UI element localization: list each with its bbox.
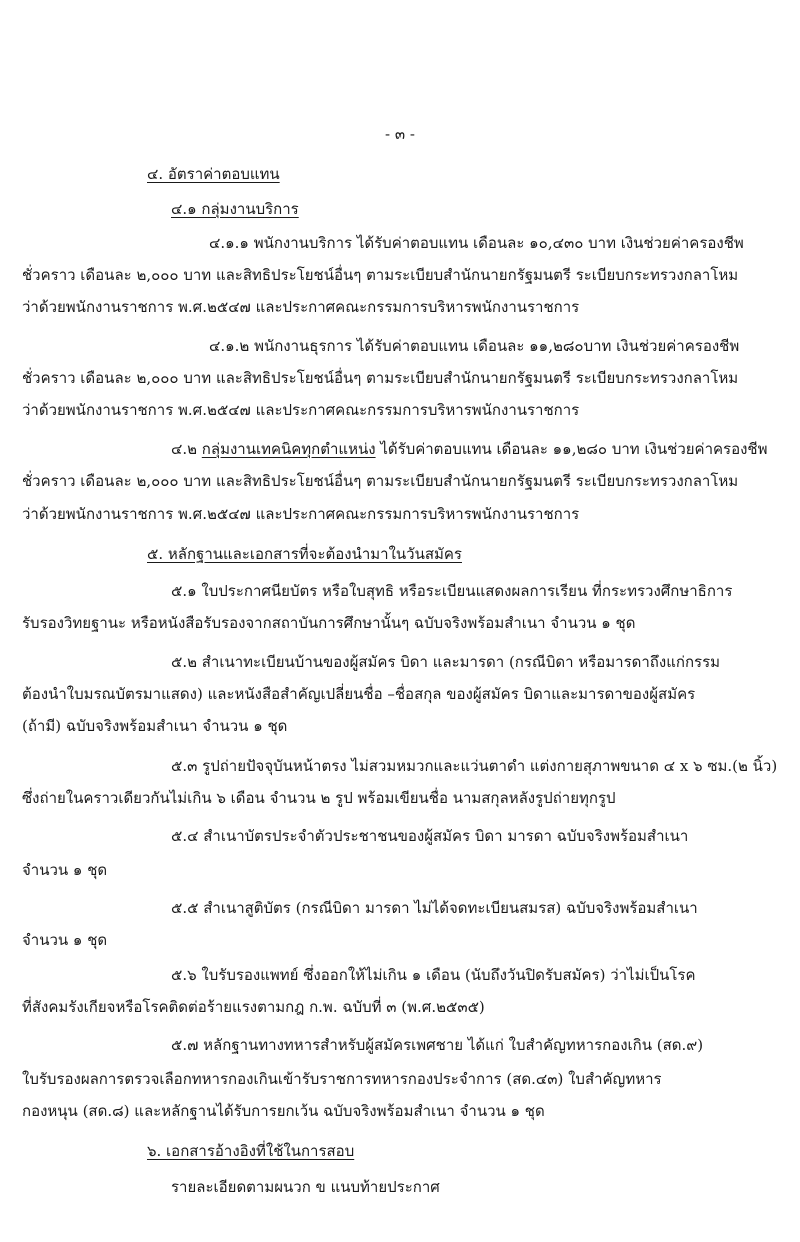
item-4-1-1-line-2: ชั่วคราว เดือนละ ๒,๐๐๐ บาท และสิทธิประโยชน์อื่นๆ ตามระเบียบสำนักนายกรัฐมนตรี ระเบียบกระทรวงกลาโหม — [22, 266, 739, 284]
item-4-2-rest: ได้รับค่าตอบแทน เดือนละ ๑๑,๒๘๐ บาท เงินช่วยค่าครองชีพ — [375, 440, 768, 458]
section-4-1-heading: ๔.๑ กลุ่มงานบริการ — [171, 200, 299, 218]
item-4-1-2-line-2: ชั่วคราว เดือนละ ๒,๐๐๐ บาท และสิทธิประโยชน์อื่นๆ ตามระเบียบสำนักนายกรัฐมนตรี ระเบียบกระทรวงกลาโหม — [22, 369, 739, 387]
item-4-2-line-1 — [171, 439, 768, 459]
page-number: - ๓ - — [385, 125, 415, 143]
item-5-1-line-1: ๕.๑ ใบประกาศนียบัตร หรือใบสุทธิ หรือระเบียนแสดงผลการเรียน ที่กระทรวงศึกษาธิการ — [171, 582, 733, 600]
item-5-2-line-1: ๕.๒ สำเนาทะเบียนบ้านของผู้สมัคร บิดา และมารดา (กรณีบิดา หรือมารดาถึงแก่กรรม — [171, 653, 721, 671]
item-5-2-line-2: ต้องนำใบมรณบัตรมาแสดง) และหนังสือสำคัญเปลี่ยนชื่อ –ชื่อสกุล ของผู้สมัคร บิดาและมารดาของผู้สมัคร — [22, 685, 696, 703]
item-4-1-1-line-1: ๔.๑.๑ พนักงานบริการ ได้รับค่าตอบแทน เดือนละ ๑๐,๔๓๐ บาท เงินช่วยค่าครองชีพ — [209, 234, 744, 252]
item-5-7-line-1: ๕.๗ หลักฐานทางทหารสำหรับผู้สมัครเพศชาย ได้แก่ ใบสำคัญทหารกองเกิน (สด.๙) — [171, 1036, 704, 1054]
item-5-5-line-1: ๕.๕ สำเนาสูติบัตร (กรณีบิดา มารดา ไม่ได้จดทะเบียนสมรส) ฉบับจริงพร้อมสำเนา — [171, 899, 698, 917]
item-4-2-line-2: ชั่วคราว เดือนละ ๒,๐๐๐ บาท และสิทธิประโยชน์อื่นๆ ตามระเบียบสำนักนายกรัฐมนตรี ระเบียบกระทรวงกลาโหม — [22, 472, 739, 490]
item-5-1-line-2: รับรองวิทยฐานะ หรือหนังสือรับรองจากสถาบันการศึกษานั้นๆ ฉบับจริงพร้อมสำเนา จำนวน ๑ ชุด — [22, 614, 636, 632]
item-4-1-1-line-3: ว่าด้วยพนักงานราชการ พ.ศ.๒๕๔๗ และประกาศคณะกรรมการบริหารพนักงานราชการ — [22, 298, 580, 316]
item-4-2-line-3: ว่าด้วยพนักงานราชการ พ.ศ.๒๕๔๗ และประกาศคณะกรรมการบริหารพนักงานราชการ — [22, 505, 580, 523]
item-4-2-number: ๔.๒ — [171, 440, 198, 458]
section-6-heading: ๖. เอกสารอ้างอิงที่ใช้ในการสอบ — [147, 1142, 355, 1160]
item-5-6-line-1: ๕.๖ ใบรับรองแพทย์ ซึ่งออกให้ไม่เกิน ๑ เดือน (นับถึงวันปิดรับสมัคร) ว่าไม่เป็นโรค — [171, 966, 696, 984]
item-5-4-line-2: จำนวน ๑ ชุด — [22, 861, 108, 879]
item-5-7-line-2: ใบรับรองผลการตรวจเลือกทหารกองเกินเข้ารับราชการทหารกองประจำการ (สด.๔๓) ใบสำคัญทหาร — [22, 1070, 662, 1088]
section-5-heading: ๕. หลักฐานและเอกสารที่จะต้องนำมาในวันสมัคร — [147, 545, 462, 563]
item-5-6-line-2: ที่สังคมรังเกียจหรือโรคติดต่อร้ายแรงตามกฎ ก.พ. ฉบับที่ ๓ (พ.ศ.๒๕๓๕) — [22, 998, 485, 1016]
item-5-3-line-1: ๕.๓ รูปถ่ายปัจจุบันหน้าตรง ไม่สวมหมวกและแว่นตาดำ แต่งกายสุภาพขนาด ๔ x ๖ ซม.(๒ นิ้ว) — [171, 757, 778, 775]
section-4-heading: ๔. อัตราค่าตอบแทน — [147, 165, 280, 183]
item-4-2-heading: กลุ่มงานเทคนิคทุกตำแหน่ง — [201, 440, 376, 458]
item-4-1-2-line-3: ว่าด้วยพนักงานราชการ พ.ศ.๒๕๔๗ และประกาศคณะกรรมการบริหารพนักงานราชการ — [22, 401, 580, 419]
item-5-5-line-2: จำนวน ๑ ชุด — [22, 931, 108, 949]
item-5-7-line-3: กองหนุน (สด.๘) และหลักฐานได้รับการยกเว้น ฉบับจริงพร้อมสำเนา จำนวน ๑ ชุด — [22, 1102, 545, 1120]
item-4-1-2-line-1: ๔.๑.๒ พนักงานธุรการ ได้รับค่าตอบแทน เดือนละ ๑๑,๒๘๐บาท เงินช่วยค่าครองชีพ — [209, 337, 740, 355]
section-6-body: รายละเอียดตามผนวก ข แนบท้ายประกาศ — [171, 1178, 440, 1196]
item-5-4-line-1: ๕.๔ สำเนาบัตรประจำตัวประชาชนของผู้สมัคร บิดา มารดา ฉบับจริงพร้อมสำเนา — [171, 827, 689, 845]
item-5-3-line-2: ซึ่งถ่ายในคราวเดียวกันไม่เกิน ๖ เดือน จำนวน ๒ รูป พร้อมเขียนชื่อ นามสกุลหลังรูปถ่ายทุกรูป — [22, 789, 616, 807]
item-5-2-line-3: (ถ้ามี) ฉบับจริงพร้อมสำเนา จำนวน ๑ ชุด — [22, 717, 288, 735]
